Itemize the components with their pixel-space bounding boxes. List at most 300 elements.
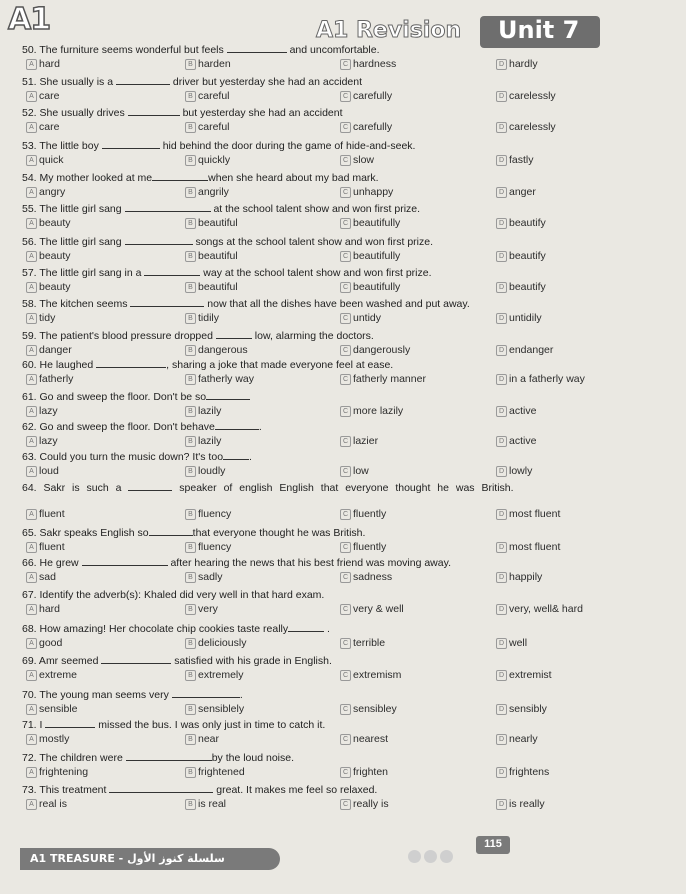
option-a[interactable] [26,603,60,615]
option-label: hard [39,58,61,70]
option-a[interactable] [26,186,65,198]
option-c[interactable] [340,435,378,447]
option-a[interactable] [26,154,64,166]
option-label: unhappy [353,186,394,198]
option-letter-icon: B [185,187,196,198]
question-text-end: and uncomfortable. [286,44,380,56]
option-label: angrily [198,186,229,198]
option-b[interactable] [185,58,231,70]
option-c[interactable] [340,669,401,681]
question-text-end: now that all the dishes have been washed and put away. [204,298,470,310]
question-stem [22,172,379,184]
answer-blank[interactable] [45,719,95,728]
option-label: loud [39,465,59,477]
question-text: 66. He grew [22,557,82,569]
answer-blank[interactable] [144,267,200,276]
option-b[interactable] [185,373,254,385]
option-a[interactable] [26,121,59,133]
question-text-end: . [239,689,243,701]
option-c[interactable] [340,571,392,583]
dot-icon [440,850,453,863]
option-d[interactable] [496,571,542,583]
option-a[interactable] [26,465,59,477]
option-b[interactable] [185,603,218,615]
option-letter-icon: B [185,345,196,356]
option-c[interactable] [340,281,400,293]
question-text: 58. The kitchen seems [22,298,131,310]
option-label: lowly [509,465,533,477]
option-b[interactable] [185,250,238,262]
option-c[interactable] [340,250,400,262]
option-label: untidy [353,312,382,324]
answer-blank[interactable] [125,203,211,212]
question-text-end: when she heard about my bad mark. [208,172,379,184]
option-d[interactable] [496,603,583,615]
option-letter-icon: D [496,187,507,198]
option-label: endanger [509,344,554,356]
option-c[interactable] [340,637,385,649]
option-d[interactable] [496,733,538,745]
option-a[interactable] [26,250,71,262]
answer-blank[interactable] [172,689,240,698]
option-d[interactable] [496,121,556,133]
option-a[interactable] [26,281,71,293]
question-text: 52. She usually drives [22,107,128,119]
question-text: 61. Go and sweep the floor. Don't be so [22,391,207,403]
option-c[interactable] [340,90,392,102]
option-b[interactable] [185,344,248,356]
option-a[interactable] [26,669,77,681]
question-text-end: . [324,623,330,635]
answer-blank[interactable] [227,44,287,53]
option-label: extremely [198,669,244,681]
answer-blank[interactable] [125,236,193,245]
option-letter-icon: B [185,509,196,520]
option-a[interactable] [26,405,58,417]
option-b[interactable] [185,90,230,102]
option-d[interactable] [496,281,546,293]
option-b[interactable] [185,508,231,520]
option-label: beauty [39,217,71,229]
option-letter-icon: C [340,313,351,324]
option-label: lazily [198,435,222,447]
a1-logo: A1 [8,2,51,37]
option-letter-icon: A [26,155,37,166]
option-b[interactable] [185,465,225,477]
option-a[interactable] [26,733,69,745]
option-label: fluency [198,541,232,553]
question-stem [22,359,393,371]
option-b[interactable] [185,766,245,778]
option-label: frightening [39,766,89,778]
option-letter-icon: C [340,767,351,778]
option-letter-icon: D [496,604,507,615]
option-b[interactable] [185,154,230,166]
option-b[interactable] [185,541,231,553]
option-letter-icon: B [185,466,196,477]
option-a[interactable] [26,637,62,649]
option-label: careful [198,121,230,133]
option-letter-icon: D [496,638,507,649]
option-label: is really [509,798,545,810]
question-stem [22,203,420,215]
option-a[interactable] [26,344,72,356]
option-d[interactable] [496,344,553,356]
option-label: careful [198,90,230,102]
option-d[interactable] [496,154,534,166]
option-label: anger [509,186,536,198]
option-letter-icon: C [340,406,351,417]
option-letter-icon: C [340,670,351,681]
option-c[interactable] [340,344,410,356]
option-label: fatherly [39,373,74,385]
question-stem [22,391,250,403]
option-b[interactable] [185,186,229,198]
option-letter-icon: C [340,572,351,583]
question-stem [22,236,433,248]
question-text: 63. Could you turn the music down? It's too [22,451,224,463]
option-label: fluently [353,541,387,553]
option-letter-icon: D [496,122,507,133]
option-letter-icon: B [185,406,196,417]
option-letter-icon: D [496,374,507,385]
question-text: 64. Sakr is such a [22,482,129,494]
option-c[interactable] [340,405,403,417]
option-b[interactable] [185,571,223,583]
question-text-end: way at the school talent show and won first prize. [200,267,432,279]
option-letter-icon: A [26,122,37,133]
option-b[interactable] [185,637,246,649]
option-b[interactable] [185,281,238,293]
option-label: sensible [39,703,78,715]
option-letter-icon: C [340,59,351,70]
option-a[interactable] [26,373,73,385]
answer-blank[interactable] [109,784,213,793]
option-label: lazy [39,435,58,447]
question-text: 73. This treatment [22,784,110,796]
option-label: most fluent [509,541,561,553]
option-letter-icon: C [340,251,351,262]
option-a[interactable] [26,541,65,553]
option-b[interactable] [185,703,244,715]
option-label: is real [198,798,227,810]
option-c[interactable] [340,508,386,520]
option-label: fluent [39,541,65,553]
question-stem [22,623,330,635]
option-letter-icon: A [26,509,37,520]
answer-blank[interactable] [149,527,193,536]
option-label: frightens [509,766,550,778]
option-a[interactable] [26,508,65,520]
option-label: more lazily [353,405,404,417]
question-text: 71. I [22,719,46,731]
option-d[interactable] [496,250,546,262]
option-letter-icon: C [340,218,351,229]
question-text-end: by the loud noise. [211,752,295,764]
question-stem [22,589,324,601]
question-text: 57. The little girl sang in a [22,267,145,279]
option-label: harden [198,58,231,70]
option-c[interactable] [340,465,369,477]
question-text-end: driver but yesterday she had an accident [169,76,363,88]
option-letter-icon: B [185,572,196,583]
option-letter-icon: B [185,704,196,715]
option-label: lazily [198,405,222,417]
option-label: sad [39,571,56,583]
option-label: real is [39,798,68,810]
option-d[interactable] [496,637,527,649]
option-letter-icon: A [26,345,37,356]
option-c[interactable] [340,186,393,198]
question-stem [22,482,612,494]
question-stem [22,421,262,433]
option-label: happily [509,571,543,583]
option-letter-icon: B [185,374,196,385]
option-label: nearest [353,733,389,745]
option-letter-icon: A [26,670,37,681]
option-letter-icon: A [26,91,37,102]
answer-blank[interactable] [116,76,170,85]
option-label: well [509,637,528,649]
option-label: fastly [509,154,534,166]
option-c[interactable] [340,766,388,778]
option-label: fluently [353,508,387,520]
option-letter-icon: C [340,187,351,198]
option-d[interactable] [496,58,538,70]
option-letter-icon: C [340,509,351,520]
option-label: frighten [353,766,389,778]
option-letter-icon: B [185,155,196,166]
option-letter-icon: C [340,282,351,293]
option-label: carelessly [509,121,556,133]
option-label: fatherly manner [353,373,426,385]
option-label: carelessly [509,90,556,102]
option-label: sensiblely [198,703,245,715]
option-a[interactable] [26,217,71,229]
option-label: care [39,90,60,102]
option-letter-icon: B [185,313,196,324]
option-c[interactable] [340,121,392,133]
option-c[interactable] [340,603,404,615]
footer-brand: A1 TREASURE - سلسلة كنوز الأول [30,852,225,865]
option-label: untidily [509,312,542,324]
option-c[interactable] [340,154,374,166]
option-letter-icon: A [26,767,37,778]
option-a[interactable] [26,90,59,102]
option-label: fluency [198,508,232,520]
option-label: lazier [353,435,379,447]
option-d[interactable] [496,312,542,324]
option-letter-icon: B [185,91,196,102]
answer-blank[interactable] [288,623,324,632]
option-d[interactable] [496,798,545,810]
question-text-end: but yesterday she had an accident [179,107,343,119]
option-letter-icon: B [185,734,196,745]
option-a[interactable] [26,571,56,583]
option-a[interactable] [26,798,67,810]
question-text: 50. The furniture seems wonderful but feels [22,44,227,56]
question-text-end: that everyone thought he was British. [192,527,366,539]
option-d[interactable] [496,669,552,681]
option-letter-icon: C [340,436,351,447]
option-a[interactable] [26,435,58,447]
option-letter-icon: A [26,313,37,324]
option-d[interactable] [496,373,585,385]
answer-blank[interactable] [223,451,249,460]
option-label: quickly [198,154,231,166]
option-d[interactable] [496,766,549,778]
option-a[interactable] [26,703,78,715]
option-b[interactable] [185,405,221,417]
option-letter-icon: B [185,59,196,70]
option-label: beautify [509,250,546,262]
option-c[interactable] [340,733,388,745]
option-letter-icon: A [26,604,37,615]
answer-blank[interactable] [126,752,212,761]
option-label: sensibly [509,703,547,715]
option-b[interactable] [185,733,219,745]
option-letter-icon: C [340,638,351,649]
option-d[interactable] [496,405,536,417]
option-letter-icon: D [496,509,507,520]
option-letter-icon: C [340,704,351,715]
option-letter-icon: D [496,313,507,324]
option-label: beautify [509,281,546,293]
option-label: beauty [39,250,71,262]
option-letter-icon: D [496,734,507,745]
option-label: beautify [509,217,546,229]
option-c[interactable] [340,58,396,70]
question-stem [22,655,332,667]
decorative-dots [408,850,456,868]
answer-blank[interactable] [216,330,252,339]
option-letter-icon: C [340,466,351,477]
option-b[interactable] [185,312,219,324]
option-d[interactable] [496,435,536,447]
question-stem [22,784,377,796]
option-a[interactable] [26,312,55,324]
question-stem [22,527,365,539]
answer-blank[interactable] [102,140,160,149]
option-label: sadness [353,571,393,583]
answer-blank[interactable] [96,359,166,368]
option-letter-icon: D [496,670,507,681]
option-label: mostly [39,733,70,745]
option-b[interactable] [185,669,244,681]
option-b[interactable] [185,798,226,810]
question-text-end: satisfied with his grade in English. [171,655,332,667]
option-b[interactable] [185,435,221,447]
option-letter-icon: D [496,704,507,715]
question-text: 54. My mother looked at me [22,172,153,184]
option-c[interactable] [340,312,381,324]
option-d[interactable] [496,465,532,477]
option-d[interactable] [496,186,536,198]
option-letter-icon: A [26,187,37,198]
question-text-end: hid behind the door during the game of hide-and-seek. [159,140,416,152]
question-text: 69. Amr seemed [22,655,102,667]
answer-blank[interactable] [82,557,168,566]
option-label: extremist [509,669,552,681]
answer-blank[interactable] [101,655,171,664]
option-label: terrible [353,637,386,649]
option-label: beautiful [198,281,238,293]
answer-blank[interactable] [130,298,204,307]
answer-blank[interactable] [128,482,172,491]
option-d[interactable] [496,508,560,520]
question-text: 68. How amazing! Her chocolate chip cookies taste really [22,623,289,635]
question-text-end: , sharing a joke that made everyone feel at ease. [166,359,394,371]
option-d[interactable] [496,541,560,553]
option-label: extreme [39,669,77,681]
option-label: good [39,637,63,649]
question-text-end: . [249,451,252,463]
option-letter-icon: D [496,436,507,447]
option-letter-icon: A [26,734,37,745]
option-label: beauty [39,281,71,293]
option-c[interactable] [340,373,426,385]
answer-blank[interactable] [206,391,250,400]
option-c[interactable] [340,217,400,229]
answer-blank[interactable] [215,421,259,430]
question-stem [22,719,325,731]
option-letter-icon: D [496,572,507,583]
question-stem [22,76,362,88]
option-label: frightened [198,766,245,778]
option-c[interactable] [340,541,386,553]
option-letter-icon: D [496,282,507,293]
option-letter-icon: A [26,282,37,293]
question-text: 65. Sakr speaks English so [22,527,149,539]
option-label: carefully [353,121,393,133]
option-b[interactable] [185,121,230,133]
page-number: 115 [484,838,502,850]
option-letter-icon: D [496,767,507,778]
option-label: active [509,435,537,447]
option-letter-icon: D [496,466,507,477]
option-a[interactable] [26,766,88,778]
option-letter-icon: B [185,542,196,553]
question-text-end: at the school talent show and won first prize. [210,203,421,215]
answer-blank[interactable] [128,107,180,116]
question-stem [22,107,343,119]
option-letter-icon: A [26,466,37,477]
option-label: most fluent [509,508,561,520]
option-d[interactable] [496,703,547,715]
option-letter-icon: C [340,734,351,745]
option-label: very [198,603,218,615]
option-d[interactable] [496,217,546,229]
option-label: angry [39,186,66,198]
option-d[interactable] [496,90,556,102]
option-letter-icon: D [496,542,507,553]
option-label: slow [353,154,375,166]
option-letter-icon: A [26,542,37,553]
option-letter-icon: B [185,436,196,447]
option-letter-icon: C [340,799,351,810]
option-label: very, well& hard [509,603,583,615]
option-label: nearly [509,733,538,745]
option-letter-icon: A [26,218,37,229]
option-c[interactable] [340,703,397,715]
answer-blank[interactable] [152,172,208,181]
option-a[interactable] [26,58,60,70]
option-b[interactable] [185,217,238,229]
option-letter-icon: C [340,155,351,166]
option-c[interactable] [340,798,389,810]
option-letter-icon: B [185,799,196,810]
option-letter-icon: B [185,218,196,229]
